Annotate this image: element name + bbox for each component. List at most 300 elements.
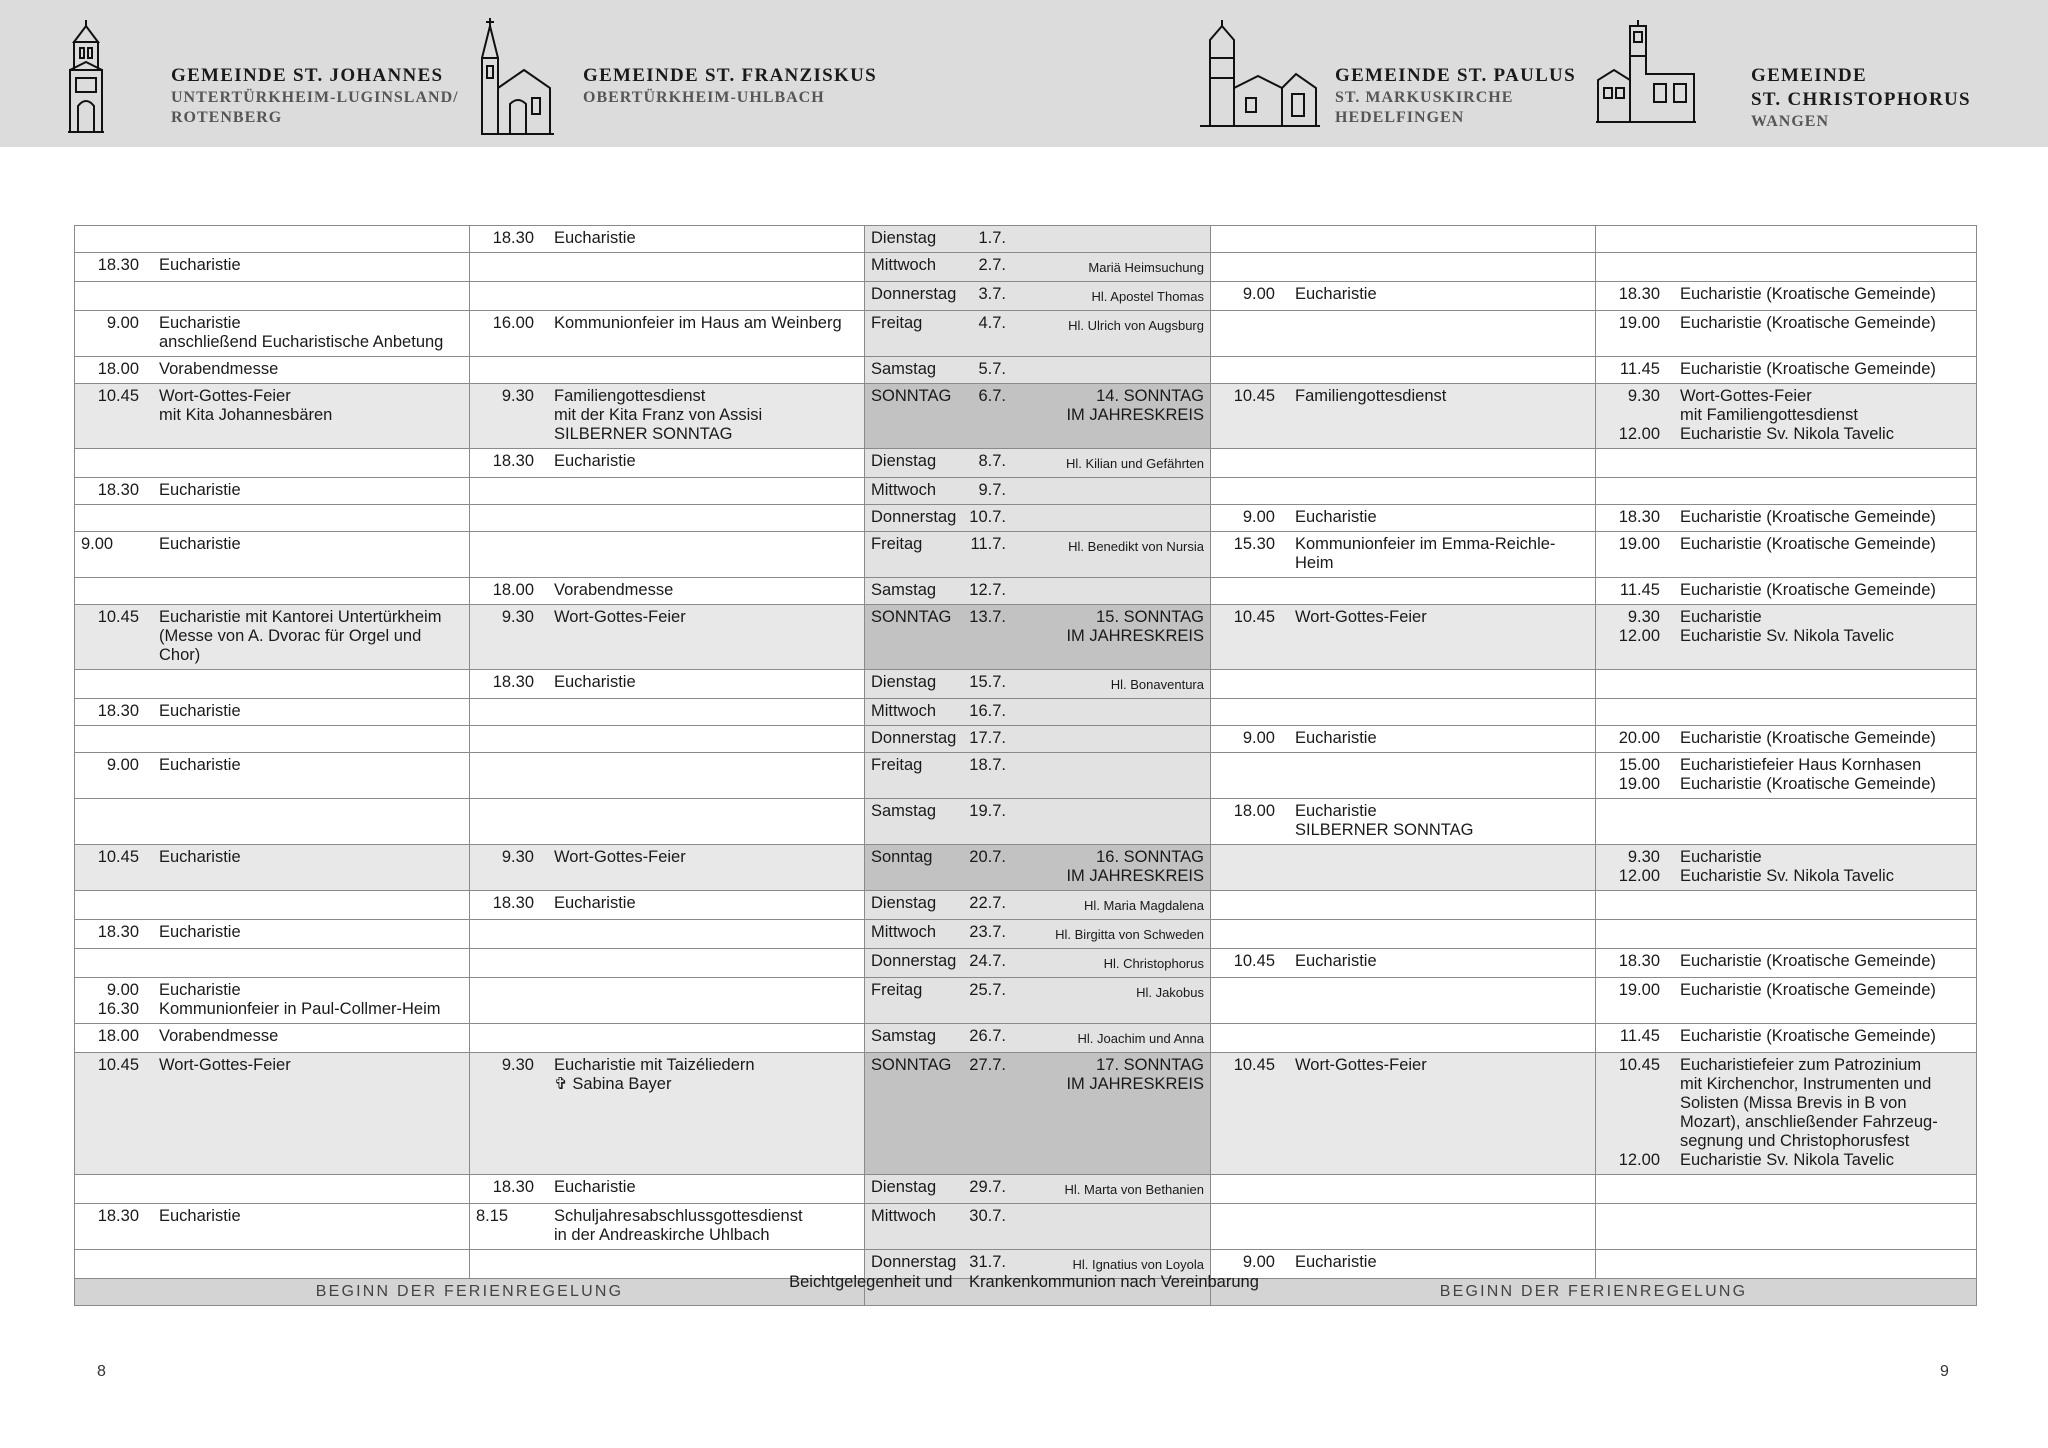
service-cell-c4 <box>1211 845 1596 891</box>
service-cell-c2 <box>470 532 865 578</box>
day-cell <box>865 605 1211 670</box>
parish-location: UNTERTÜRKHEIM-LUGINSLAND/ <box>171 89 459 106</box>
day-cell <box>865 670 1211 699</box>
service-description: Eucharistie <box>554 894 636 912</box>
schedule-row <box>75 1175 1977 1204</box>
service-description: Eucharistie mit Kantorei Untertürkheim (Messe von A. Dvorac für Orgel und Chor) <box>159 608 442 664</box>
service-description: Eucharistie Sv. Nikola Tavelic <box>1680 1151 1894 1169</box>
service-description: Eucharistie <box>1295 508 1377 526</box>
service-description: Kommunionfeier in Paul-Collmer-Heim <box>159 1000 441 1018</box>
schedule-row <box>75 670 1977 699</box>
service-cell-c2 <box>470 311 865 357</box>
service-cell-c4 <box>1211 253 1596 282</box>
date: 15.7. <box>969 673 1006 691</box>
schedule-row <box>75 949 1977 978</box>
church-tower-modern-icon <box>1200 18 1320 130</box>
weekday: Donnerstag <box>871 1253 957 1271</box>
day-cell <box>865 978 1211 1024</box>
service-entry <box>81 535 463 554</box>
service-cell-c2 <box>470 949 865 978</box>
schedule-row <box>75 384 1977 449</box>
day-wrapper <box>871 360 1204 379</box>
parish-paulus-text <box>1335 64 1576 128</box>
service-cell-c5 <box>1596 449 1977 478</box>
service-time: 10.45 <box>1233 1056 1275 1074</box>
service-description: Eucharistie (Kroatische Gemeinde) <box>1680 314 1936 332</box>
date: 4.7. <box>978 314 1006 332</box>
schedule-row <box>75 978 1977 1024</box>
service-description: Eucharistie <box>1295 952 1377 970</box>
service-description: Eucharistie SILBERNER SONNTAG <box>1295 802 1474 839</box>
service-time: 9.00 <box>1242 285 1275 303</box>
feast-day: Hl. Birgitta von Schweden <box>1055 927 1204 942</box>
schedule-row <box>75 505 1977 532</box>
service-entry <box>476 314 858 333</box>
feast-day <box>1006 360 1204 362</box>
feast-day: Hl. Bonaventura <box>1110 677 1204 692</box>
service-cell-c5 <box>1596 753 1977 799</box>
weekday: Mittwoch <box>871 702 937 720</box>
weekday: SONNTAG <box>871 387 952 405</box>
service-description: Eucharistie <box>554 1178 636 1196</box>
schedule-row <box>75 920 1977 949</box>
feast-day: Mariä Heimsuchung <box>1088 260 1204 275</box>
day-wrapper <box>871 894 1204 915</box>
service-cell-c2 <box>470 478 865 505</box>
service-description: Eucharistie (Kroatische Gemeinde) <box>1680 1027 1936 1045</box>
ferien-notice-left: BEGINN DER FERIENREGELUNG <box>75 1279 865 1306</box>
service-time: 12.00 <box>1618 867 1660 885</box>
service-time: 18.30 <box>97 1207 139 1225</box>
service-description: Eucharistie <box>159 1207 241 1225</box>
service-cell-c4 <box>1211 978 1596 1024</box>
day-cell <box>865 357 1211 384</box>
service-cell-c2 <box>470 1175 865 1204</box>
service-cell-c5 <box>1596 578 1977 605</box>
weekday: SONNTAG <box>871 1056 952 1074</box>
day-wrapper <box>871 848 1204 886</box>
parish-name: GEMEINDE ST. FRANZISKUS <box>583 65 878 86</box>
feast-day <box>1006 581 1204 583</box>
weekday: Dienstag <box>871 452 937 470</box>
day-cell <box>865 845 1211 891</box>
service-description: Eucharistie <box>159 481 241 499</box>
service-cell-c1 <box>75 978 470 1024</box>
service-time: 9.30 <box>1627 848 1660 866</box>
service-time: 10.45 <box>97 848 139 866</box>
weekday: Dienstag <box>871 1178 937 1196</box>
day-cell <box>865 578 1211 605</box>
day-wrapper <box>871 452 1204 473</box>
service-entry <box>1602 848 1970 867</box>
service-time: 9.00 <box>81 535 114 553</box>
service-entry <box>476 1178 858 1197</box>
schedule-row <box>75 799 1977 845</box>
weekday: Mittwoch <box>871 481 937 499</box>
service-entry <box>1602 981 1970 1000</box>
service-entry <box>81 923 463 942</box>
service-cell-c1 <box>75 605 470 670</box>
day-wrapper <box>871 673 1204 694</box>
service-cell-c1 <box>75 1175 470 1204</box>
service-time: 18.30 <box>97 923 139 941</box>
service-entry <box>81 702 463 721</box>
service-time: 8.15 <box>476 1207 509 1225</box>
feast-day: Hl. Kilian und Gefährten <box>1065 456 1204 471</box>
service-description: Eucharistie mit Taizéliedern ✞ Sabina Bayer <box>554 1056 755 1093</box>
service-cell-c1 <box>75 226 470 253</box>
service-entry <box>81 387 463 425</box>
service-time: 20.00 <box>1618 729 1660 747</box>
date: 29.7. <box>969 1178 1006 1196</box>
service-cell-c2 <box>470 357 865 384</box>
service-entry <box>476 229 858 248</box>
page-number-left: 8 <box>97 1363 106 1380</box>
schedule-row <box>75 478 1977 505</box>
service-cell-c1 <box>75 1024 470 1053</box>
weekday: Sonntag <box>871 848 933 866</box>
day-cell <box>865 726 1211 753</box>
service-time: 18.00 <box>97 1027 139 1045</box>
service-description: Wort-Gottes-Feier mit Familiengottesdienst <box>1680 387 1858 424</box>
weekday: Samstag <box>871 1027 937 1045</box>
service-description: Eucharistie (Kroatische Gemeinde) <box>1680 360 1936 378</box>
schedule-row <box>75 699 1977 726</box>
service-description: Kommunionfeier im Emma-Reichle-Heim <box>1295 535 1556 572</box>
note-communion: Krankenkommunion nach Vereinbarung <box>969 1273 1259 1291</box>
service-cell-c2 <box>470 1024 865 1053</box>
feast-day: Hl. Marta von Bethanien <box>1064 1182 1204 1197</box>
schedule-row <box>75 1053 1977 1175</box>
service-cell-c5 <box>1596 478 1977 505</box>
service-cell-c5 <box>1596 1204 1977 1250</box>
day-cell <box>865 226 1211 253</box>
parish-location: ROTENBERG <box>171 109 283 126</box>
service-description: Eucharistie <box>1680 848 1762 866</box>
service-entry <box>1217 802 1589 840</box>
weekday: Dienstag <box>871 229 937 247</box>
weekday: Samstag <box>871 360 937 378</box>
service-entry <box>81 981 463 1000</box>
service-cell-c4 <box>1211 532 1596 578</box>
service-entry <box>1602 1056 1970 1151</box>
service-cell-c2 <box>470 449 865 478</box>
day-wrapper <box>871 923 1204 944</box>
service-cell-c5 <box>1596 226 1977 253</box>
schedule-row <box>75 532 1977 578</box>
service-cell-c1 <box>75 532 470 578</box>
service-time: 12.00 <box>1618 1151 1660 1169</box>
feast-day <box>1006 1207 1204 1209</box>
day-cell <box>865 753 1211 799</box>
service-cell-c4 <box>1211 949 1596 978</box>
service-cell-c4 <box>1211 578 1596 605</box>
service-description: Wort-Gottes-Feier <box>1295 608 1427 626</box>
service-entry <box>1217 729 1589 748</box>
service-description: Eucharistie (Kroatische Gemeinde) <box>1680 508 1936 526</box>
day-wrapper <box>871 702 1204 721</box>
service-cell-c1 <box>75 949 470 978</box>
service-time: 19.00 <box>1618 314 1660 332</box>
date: 8.7. <box>978 452 1006 470</box>
service-time: 10.45 <box>1233 387 1275 405</box>
service-cell-c1 <box>75 578 470 605</box>
service-entry <box>81 1056 463 1075</box>
date: 11.7. <box>970 535 1006 553</box>
date: 9.7. <box>978 481 1006 499</box>
parish-location: OBERTÜRKHEIM-UHLBACH <box>583 89 825 106</box>
service-entry <box>1217 1253 1589 1272</box>
service-cell-c1 <box>75 670 470 699</box>
service-cell-c5 <box>1596 726 1977 753</box>
service-description: Eucharistie <box>554 229 636 247</box>
service-entry <box>1602 360 1970 379</box>
weekday: Dienstag <box>871 894 937 912</box>
service-cell-c1 <box>75 799 470 845</box>
schedule-row <box>75 605 1977 670</box>
service-description: Eucharistie Sv. Nikola Tavelic <box>1680 627 1894 645</box>
day-cell <box>865 799 1211 845</box>
schedule-row <box>75 753 1977 799</box>
feast-day: Hl. Joachim und Anna <box>1077 1031 1204 1046</box>
service-cell-c5 <box>1596 532 1977 578</box>
service-time: 11.45 <box>1619 581 1660 599</box>
service-cell-c1 <box>75 282 470 311</box>
service-cell-c2 <box>470 282 865 311</box>
weekday: Donnerstag <box>871 729 957 747</box>
service-cell-c5 <box>1596 253 1977 282</box>
service-cell-c4 <box>1211 699 1596 726</box>
service-time: 15.00 <box>1618 756 1660 774</box>
service-description: Wort-Gottes-Feier <box>159 1056 291 1074</box>
service-time: 18.00 <box>492 581 534 599</box>
service-description: Eucharistie <box>159 256 241 274</box>
day-wrapper <box>871 481 1204 500</box>
service-time: 18.00 <box>1233 802 1275 820</box>
date: 13.7. <box>969 608 1006 626</box>
service-time: 18.30 <box>1618 285 1660 303</box>
service-description: Wort-Gottes-Feier <box>1295 1056 1427 1074</box>
feast-day: Hl. Benedikt von Nursia <box>1068 539 1204 554</box>
service-time: 18.30 <box>97 702 139 720</box>
service-entry <box>1602 1151 1970 1170</box>
service-entry <box>1602 1027 1970 1046</box>
day-wrapper <box>871 1253 1204 1274</box>
day-wrapper <box>871 581 1204 600</box>
service-cell-c5 <box>1596 920 1977 949</box>
service-time: 18.30 <box>97 256 139 274</box>
day-wrapper <box>871 256 1204 277</box>
service-entry <box>81 1027 463 1046</box>
service-cell-c4 <box>1211 449 1596 478</box>
service-cell-c2 <box>470 226 865 253</box>
service-description: Eucharistie <box>159 756 241 774</box>
service-entry <box>81 1207 463 1226</box>
date: 19.7. <box>969 802 1006 820</box>
feast-day: Hl. Maria Magdalena <box>1084 898 1204 913</box>
service-cell-c5 <box>1596 311 1977 357</box>
parish-name: GEMEINDE ST. JOHANNES <box>171 65 444 86</box>
service-entry <box>1217 387 1589 406</box>
service-description: Wort-Gottes-Feier <box>554 848 686 866</box>
service-entry <box>476 452 858 471</box>
day-cell <box>865 949 1211 978</box>
service-cell-c2 <box>470 1053 865 1175</box>
service-description: Eucharistie <box>1680 608 1762 626</box>
service-time: 10.45 <box>1618 1056 1660 1074</box>
service-cell-c2 <box>470 670 865 699</box>
service-cell-c4 <box>1211 1053 1596 1175</box>
date: 22.7. <box>969 894 1006 912</box>
service-entry <box>1602 387 1970 425</box>
schedule-row <box>75 226 1977 253</box>
service-cell-c4 <box>1211 753 1596 799</box>
weekday: Freitag <box>871 981 923 999</box>
service-time: 9.30 <box>1627 608 1660 626</box>
service-cell-c5 <box>1596 1175 1977 1204</box>
weekday: Donnerstag <box>871 952 957 970</box>
day-cell <box>865 449 1211 478</box>
service-entry <box>476 387 858 444</box>
service-description: Eucharistiefeier zum Patrozinium mit Kirchenchor, Instrumenten und Solisten (Missa Brevis in B von Mozart), anschließender Fahrzeug- segnung und Christophorusfest <box>1680 1056 1938 1150</box>
weekday: Samstag <box>871 802 937 820</box>
service-description: Eucharistie <box>159 923 241 941</box>
service-description: Kommunionfeier im Haus am Weinberg <box>554 314 842 332</box>
feast-day <box>1006 702 1204 704</box>
day-wrapper <box>871 1027 1204 1048</box>
day-wrapper <box>871 1207 1204 1226</box>
service-entry <box>1602 425 1970 444</box>
date: 17.7. <box>969 729 1006 747</box>
parish-johannes-text <box>171 64 459 128</box>
service-cell-c5 <box>1596 845 1977 891</box>
service-description: Eucharistie <box>1295 1253 1377 1271</box>
date: 26.7. <box>969 1027 1006 1045</box>
service-time: 10.45 <box>1233 952 1275 970</box>
service-description: Vorabendmesse <box>159 360 279 378</box>
service-entry <box>476 673 858 692</box>
service-description: Eucharistie (Kroatische Gemeinde) <box>1680 729 1936 747</box>
service-time: 16.30 <box>97 1000 139 1018</box>
service-time: 18.30 <box>492 1178 534 1196</box>
schedule-row <box>75 449 1977 478</box>
service-time: 18.30 <box>1618 952 1660 970</box>
church-spire-icon <box>470 18 556 136</box>
service-cell-c4 <box>1211 726 1596 753</box>
service-time: 11.45 <box>1619 360 1660 378</box>
day-cell <box>865 1204 1211 1250</box>
service-description: Eucharistie <box>1295 285 1377 303</box>
service-time: 18.30 <box>492 452 534 470</box>
service-cell-c5 <box>1596 384 1977 449</box>
day-wrapper <box>871 802 1204 821</box>
service-cell-c1 <box>75 920 470 949</box>
service-cell-c5 <box>1596 505 1977 532</box>
parish-name: GEMEINDE ST. PAULUS <box>1335 65 1576 86</box>
service-time: 15.30 <box>1233 535 1275 553</box>
day-wrapper <box>871 729 1204 748</box>
service-time: 10.45 <box>97 1056 139 1074</box>
schedule-table <box>74 225 1977 1306</box>
parish-name: ST. CHRISTOPHORUS <box>1751 89 1971 110</box>
service-time: 19.00 <box>1618 775 1660 793</box>
service-entry <box>476 581 858 600</box>
day-wrapper <box>871 508 1204 527</box>
service-description: Wort-Gottes-Feier <box>554 608 686 626</box>
feast-day <box>1006 508 1204 510</box>
weekday: Freitag <box>871 756 923 774</box>
service-time: 9.30 <box>501 387 534 405</box>
day-wrapper <box>871 1056 1204 1094</box>
service-entry <box>476 1207 858 1245</box>
service-time: 9.00 <box>106 756 139 774</box>
service-cell-c2 <box>470 891 865 920</box>
feast-day <box>1006 229 1204 231</box>
service-time: 9.30 <box>501 608 534 626</box>
service-cell-c1 <box>75 845 470 891</box>
schedule-row <box>75 282 1977 311</box>
page-header <box>0 0 2048 147</box>
service-cell-c2 <box>470 699 865 726</box>
day-wrapper <box>871 314 1204 335</box>
service-time: 18.30 <box>492 894 534 912</box>
feast-day: Hl. Christophorus <box>1103 956 1204 971</box>
service-cell-c5 <box>1596 605 1977 670</box>
service-cell-c1 <box>75 505 470 532</box>
service-description: Eucharistie (Kroatische Gemeinde) <box>1680 952 1936 970</box>
service-cell-c5 <box>1596 699 1977 726</box>
service-time: 9.30 <box>501 1056 534 1074</box>
service-cell-c2 <box>470 845 865 891</box>
church-basilica-icon <box>68 18 104 134</box>
date: 12.7. <box>969 581 1006 599</box>
date: 2.7. <box>978 256 1006 274</box>
day-cell <box>865 1175 1211 1204</box>
service-entry <box>1602 756 1970 775</box>
service-entry <box>81 848 463 867</box>
feast-day <box>1006 756 1204 758</box>
service-time: 9.00 <box>1242 508 1275 526</box>
service-time: 18.30 <box>1618 508 1660 526</box>
date: 3.7. <box>978 285 1006 303</box>
parish-location: ST. MARKUSKIRCHE <box>1335 89 1514 106</box>
service-cell-c2 <box>470 384 865 449</box>
service-cell-c5 <box>1596 670 1977 699</box>
service-cell-c4 <box>1211 384 1596 449</box>
schedule-row <box>75 1024 1977 1053</box>
date: 10.7. <box>969 508 1006 526</box>
service-entry <box>1602 775 1970 794</box>
service-cell-c1 <box>75 253 470 282</box>
service-description: Eucharistie <box>554 452 636 470</box>
day-cell <box>865 532 1211 578</box>
weekday: Freitag <box>871 535 923 553</box>
day-cell <box>865 699 1211 726</box>
date: 25.7. <box>969 981 1006 999</box>
date: 6.7. <box>978 387 1006 405</box>
weekday: Mittwoch <box>871 923 937 941</box>
service-entry <box>1602 285 1970 304</box>
service-cell-c4 <box>1211 1175 1596 1204</box>
schedule-body <box>75 226 1977 1279</box>
footer-note <box>0 1273 2048 1292</box>
feast-day: Hl. Jakobus <box>1136 985 1204 1000</box>
day-wrapper <box>871 1178 1204 1199</box>
service-cell-c1 <box>75 699 470 726</box>
service-description: Eucharistie <box>159 535 241 553</box>
service-description: Eucharistie (Kroatische Gemeinde) <box>1680 581 1936 599</box>
service-time: 19.00 <box>1618 535 1660 553</box>
